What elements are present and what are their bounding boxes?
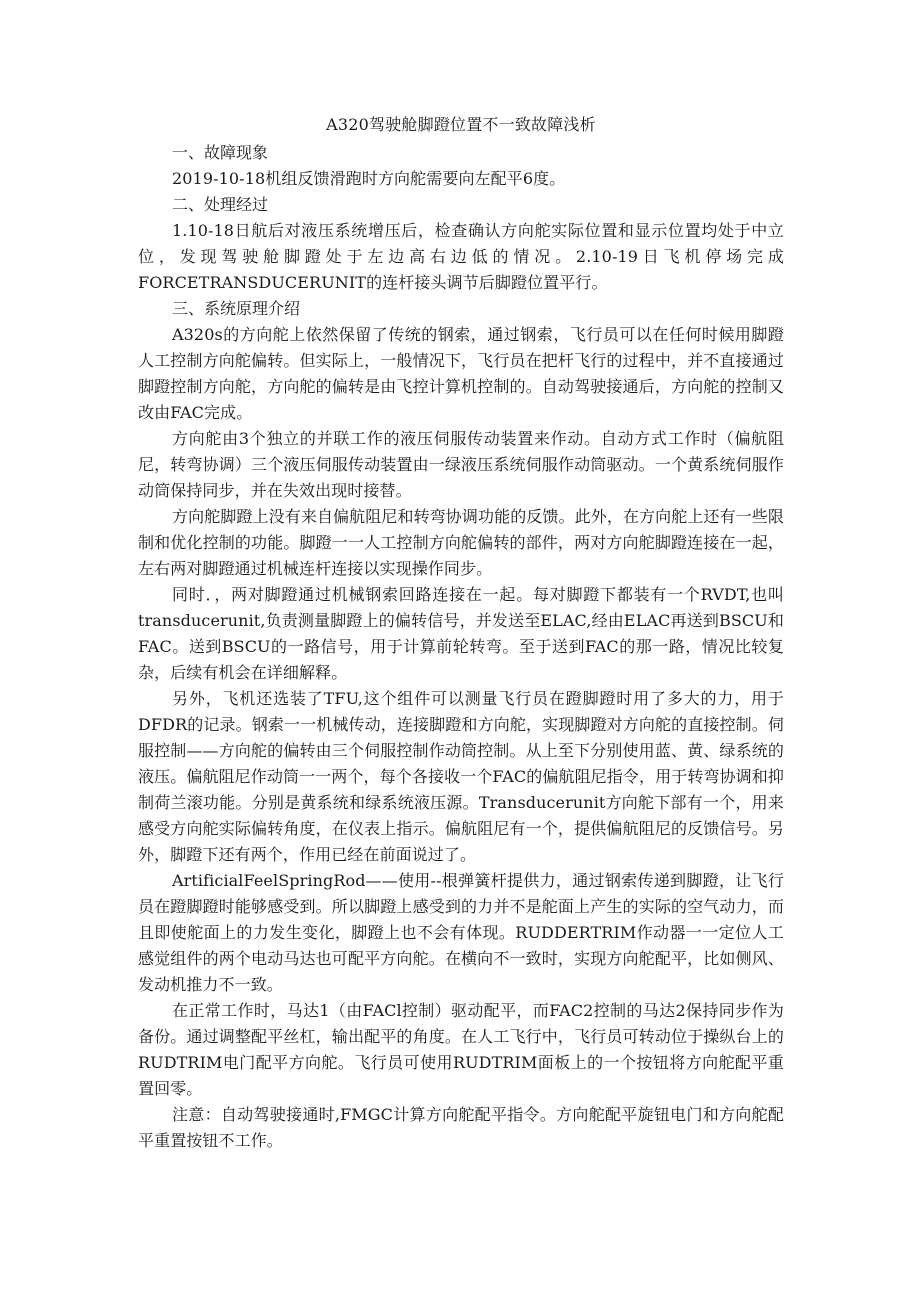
- paragraph-artificial-feel: ArtificialFeelSpringRod——使用--根弹簧杆提供力，通过钢索传递到脚蹬，让飞行员在蹬脚蹬时能够感受到。所以脚蹬上感受到的力并不是舵面上产生的实际的空气动力，而且即使舵面上的力发生变化，脚蹬上也不会有体现。RUDDERTRIM作动器一一定位人工感觉组件的两个电动马达也可配平方向舵。在横向不一致时，实现方向舵配平，比如侧风、发动机推力不一致。: [138, 871, 784, 994]
- document-page: [138, 112, 784, 1154]
- paragraph-rvdt-transducer: 同时．，两对脚蹬通过机械钢索回路连接在一起。每对脚蹬下都装有一个RVDT,也叫transducerunit,负责测量脚蹬上的偏转信号，并发送至ELAC,经由ELAC再送到BSCU和FAC。送到BSCU的一路信号，用于计算前轮转弯。至于送到FAC的那一路，情况比较复杂，后续有机会在详细解释。: [138, 585, 784, 682]
- paragraph-tfu-components: 另外，飞机还选装了TFU,这个组件可以测量飞行员在蹬脚蹬时用了多大的力，用于DFDR的记录。钢索一一机械传动，连接脚蹬和方向舵，实现脚蹬对方向舵的直接控制。伺服控制——方向舵的偏转由三个伺服控制作动筒控制。从上至下分别使用蓝、黄、绿系统的液压。偏航阻尼作动筒一一两个，每个各接收一个FAC的偏航阻尼指令，用于转弯协调和抑制荷兰滚功能。分别是黄系统和绿系统液压源。Transducerunit方向舵下部有一个，用来感受方向舵实际偏转角度，在仪表上指示。偏航阻尼有一个，提供偏航阻尼的反馈信号。另外，脚蹬下还有两个，作用已经在前面说过了。: [138, 689, 784, 864]
- document-title: A320驾驶舱脚蹬位置不一致故障浅析: [326, 115, 596, 134]
- paragraph-autopilot-note: 注意：自动驾驶接通时,FMGC计算方向舵配平指令。方向舵配平旋钮电门和方向舵配平重置按钮不工作。: [138, 1105, 784, 1150]
- section-heading-handling-process: 二、处理经过: [172, 195, 269, 214]
- section-heading-system-principle: 三、系统原理介绍: [172, 299, 301, 318]
- paragraph-handling-steps: 1.10-18日航后对液压系统增压后，检查确认方向舵实际位置和显示位置均处于中立位，发现驾驶舱脚蹬处于左边高右边低的情况。2.10-19日飞机停场完成FORCETRANSDUCERUNIT的连杆接头调节后脚蹬位置平行。: [138, 221, 784, 292]
- paragraph-trim-motors: 在正常工作时，马达1（由FACl控制）驱动配平，而FAC2控制的马达2保持同步作为备份。通过调整配平丝杠，输出配平的角度。在人工飞行中，飞行员可转动位于操纵台上的RUDTRIM电门配平方向舵。飞行员可使用RUDTRIM面板上的一个按钮将方向舵配平重置回零。: [138, 1001, 784, 1098]
- paragraph-rudder-cables: A320s的方向舵上依然保留了传统的钢索，通过钢索，飞行员可以在任何时候用脚蹬人工控制方向舵偏转。但实际上，一般情况下，飞行员在把杆飞行的过程中，并不直接通过脚蹬控制方向舵，方向舵的偏转是由飞控计算机控制的。自动驾驶接通后，方向舵的控制又改由FAC完成。: [138, 325, 784, 422]
- paragraph-pedal-feedback: 方向舵脚蹬上没有来自偏航阻尼和转弯协调功能的反馈。此外，在方向舵上还有一些限制和优化控制的功能。脚蹬一一人工控制方向舵偏转的部件，两对方向舵脚蹬连接在一起，左右两对脚蹬通过机械连杆连接以实现操作同步。: [138, 507, 784, 578]
- paragraph-hydraulic-servos: 方向舵由3个独立的并联工作的液压伺服传动装置来作动。自动方式工作时（偏航阻尼，转弯协调）三个液压伺服传动装置由一绿液压系统伺服作动筒驱动。一个黄系统伺服作动筒保持同步，并在失效出现时接替。: [138, 429, 784, 500]
- section-heading-fault-phenomenon: 一、故障现象: [172, 143, 269, 162]
- paragraph-fault-report: 2019-10-18机组反馈滑跑时方向舵需要向左配平6度。: [172, 169, 566, 188]
